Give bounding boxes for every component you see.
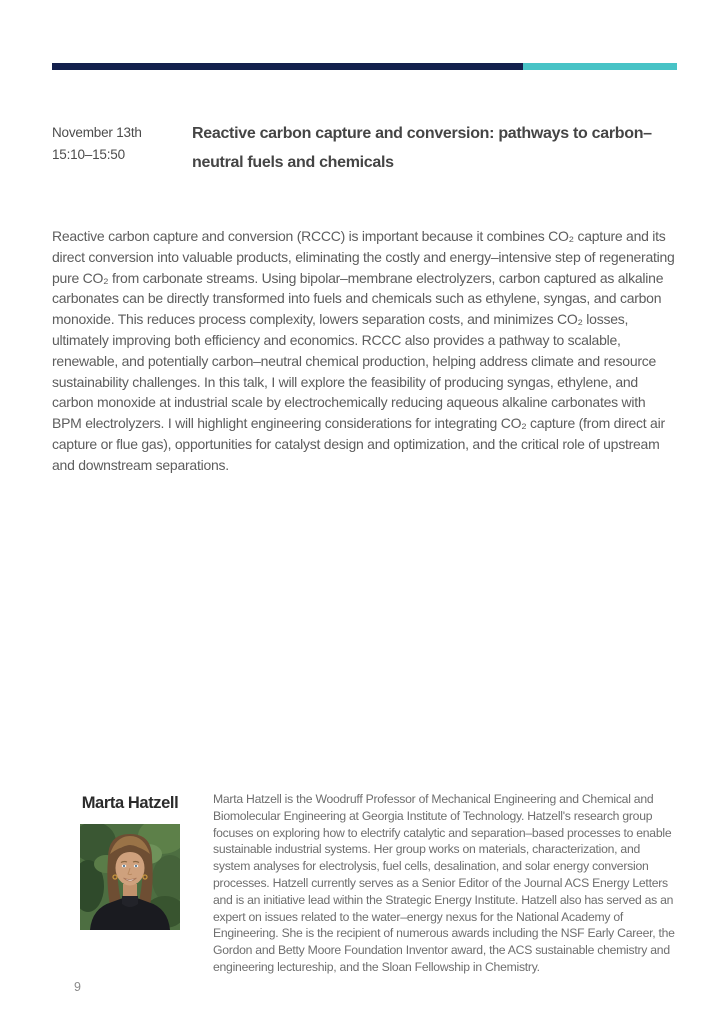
session-datetime bbox=[52, 122, 187, 166]
session-abstract: Reactive carbon capture and conversion (RCCC) is important because it combines CO₂ capture and its direct conversion into valuable products, eliminating the costly and energy–intensive step of regenerating pure CO₂ from carbonate streams. Using bipolar–membrane electrolyzers, carbon captured as alkaline carbonates can be directly transformed into fuels and chemicals such as ethylene, syngas, and carbon monoxide. This reduces process complexity, lowers separation costs, and minimizes CO₂ losses, ultimately improving both efficiency and economics. RCCC also provides a pathway to scalable, renewable, and potentially carbon–neutral chemical production, helping address climate and resource sustainability challenges. In this talk, I will explore the feasibility of producing syngas, ethylene, and carbon monoxide at industrial scale by electrochemically reducing aqueous alkaline carbonates with BPM electrolyzers. I will highlight engineering considerations for integrating CO₂ capture (from direct air capture or flue gas), opportunities for catalyst design and optimization, and the critical role of upstream and downstream separations. bbox=[52, 228, 675, 473]
page-number: 9 bbox=[74, 980, 81, 994]
speaker-name: Marta Hatzell bbox=[81, 794, 179, 812]
session-title: Reactive carbon capture and conversion: pathways to carbon–neutral fuels and chemicals bbox=[192, 125, 652, 171]
speaker-photo bbox=[80, 824, 180, 930]
session-date: November 13th bbox=[52, 125, 142, 140]
accent-bar-navy-segment bbox=[52, 63, 523, 70]
speaker-portrait-illustration bbox=[80, 824, 180, 930]
header-accent-bar bbox=[52, 63, 677, 70]
session-time-range: 15:10–15:50 bbox=[52, 147, 125, 162]
accent-bar-teal-segment bbox=[523, 63, 677, 70]
speaker-bio: Marta Hatzell is the Woodruff Professor of Mechanical Engineering and Chemical and Biomolecular Engineering at Georgia Institute of Technology. Hatzell's research group focuses on exploring how to electrify catalytic and separation–based processes to enable sustainable industrial systems. Her group works on materials, characterization, and system analyses for electrolysis, fuel cells, desalination, and solar energy conversion processes. Hatzell currently serves as a Senior Editor of the Journal ACS Energy Letters and is an initiative lead within the Strategic Energy Institute. Hatzell also has served as an expert on issues related to the water–energy nexus for the National Academy of Engineering. She is the recipient of numerous awards including the NSF Early Career, the Gordon and Betty Moore Foundation Inventor award, the ACS sustainable chemistry and engineering lectureship, and the Sloan Fellowship in Chemistry. bbox=[213, 792, 675, 974]
